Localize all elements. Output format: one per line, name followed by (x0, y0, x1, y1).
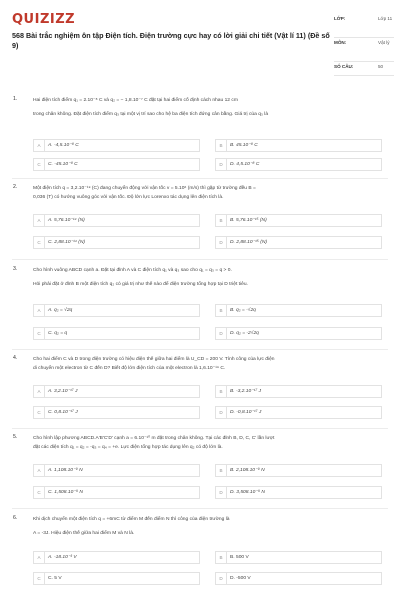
option-c[interactable] (33, 236, 200, 249)
option-d[interactable] (215, 572, 382, 585)
question-number: 1. (13, 96, 18, 102)
quizizz-logo: QUIZIZZ (12, 12, 76, 27)
option-b[interactable] (215, 385, 382, 398)
option-letter: D (216, 328, 227, 339)
question-line: Hai điện tích điểm q₁ = 2.10⁻⁸ C và q₂ = − 1,8.10⁻⁷ C đặt tại hai điểm cố định cách nhau 12 cm (33, 98, 238, 103)
option-letter: D (216, 407, 227, 418)
option-a[interactable] (33, 464, 200, 477)
option-text: B. 500 V (230, 555, 249, 560)
option-letter: D (216, 237, 227, 248)
divider (12, 428, 388, 429)
option-b[interactable] (215, 551, 382, 564)
question-line: 0,036 (T) có hướng vuông góc với vận tốc. Độ lớn lực Lorenxo tác dụng lên điện tích là. (33, 195, 224, 200)
option-text: C. q₂ = q (48, 331, 68, 336)
meta-value: Lớp 11 (378, 16, 393, 21)
question-line: A = -3J. Hiệu điện thế giữa hai điểm M và N là. (33, 531, 135, 536)
option-letter: B (216, 305, 227, 316)
option-a[interactable] (33, 304, 200, 317)
option-text: A. 1,108.10⁻⁹ N (48, 468, 83, 473)
option-text: D. 3,508.10⁻⁹ N (230, 490, 265, 495)
option-c[interactable] (33, 158, 200, 171)
option-letter: C (34, 407, 45, 418)
option-text: D. -500 V (230, 576, 251, 581)
option-text: A. 3,2.10⁻¹⁷ J (48, 389, 78, 394)
option-b[interactable] (215, 304, 382, 317)
divider (12, 259, 388, 260)
question-number: 4. (13, 355, 18, 361)
question-number: 5. (13, 434, 18, 440)
question-line: Hỏi phải đặt ở đỉnh B một điện tích q₂ có giá trị như thế nào để điện trường tổng hợp tại D triệt tiêu. (33, 282, 248, 287)
option-text: B. q₂ = -√2q (230, 308, 256, 313)
option-letter: A (34, 386, 45, 397)
option-d[interactable] (215, 236, 382, 249)
option-letter: C (34, 237, 45, 248)
option-c[interactable] (33, 486, 200, 499)
option-text: C. 5 V (48, 576, 62, 581)
option-text: C. 0,8.10⁻¹⁷ J (48, 410, 78, 415)
option-text: A. -18.10⁻³ V (48, 555, 77, 560)
option-text: D. 4,5.10⁻⁸ C (230, 162, 260, 167)
option-d[interactable] (215, 486, 382, 499)
option-text: C. 1,508.10⁻⁹ N (48, 490, 83, 495)
question-text (33, 355, 388, 373)
question-text (33, 515, 388, 538)
option-letter: A (34, 140, 45, 151)
option-d[interactable] (215, 327, 382, 340)
option-text: B. 5,76.10⁻¹⁵ (N) (230, 218, 267, 223)
question-number: 2. (13, 184, 18, 190)
option-letter: B (216, 465, 227, 476)
option-letter: C (34, 159, 45, 170)
question-line: Cho hình lập phương ABCD.A'B'C'D' cạnh a = 6.10⁻¹⁰ m đặt trong chân không. Tại các đỉnh B, D, C, C' lần lượt (33, 436, 275, 441)
option-d[interactable] (215, 406, 382, 419)
option-text: C. 2,88.10⁻¹⁴ (N) (48, 240, 86, 245)
question-text (33, 434, 388, 452)
meta-row-class (334, 14, 394, 38)
option-letter: B (216, 552, 227, 563)
option-c[interactable] (33, 406, 200, 419)
meta-row-subject (334, 38, 394, 62)
option-letter: C (34, 573, 45, 584)
meta-panel (334, 14, 394, 76)
option-letter: A (34, 465, 45, 476)
option-b[interactable] (215, 139, 382, 152)
option-text: C. -45.10⁻⁸ C (48, 162, 78, 167)
divider (12, 508, 388, 509)
option-letter: C (34, 487, 45, 498)
meta-value: Vật lý (378, 40, 390, 45)
option-b[interactable] (215, 214, 382, 227)
divider (12, 178, 388, 179)
divider (12, 349, 388, 350)
option-text: A. 5,76.10⁻¹⁴ (N) (48, 218, 85, 223)
option-letter: D (216, 487, 227, 498)
meta-label: MÔN: (334, 40, 347, 45)
option-text: D. 2,88.10⁻¹⁵ (N) (230, 240, 267, 245)
question-line: Một điện tích q = 3,2.10⁻¹⁹ (C) đang chuyển động với vận tốc v = 5.10⁶ (m/s) thì gặp từ trường đều B = (33, 186, 256, 191)
option-letter: B (216, 140, 227, 151)
question-line: di chuyển một electron từ C đến D? Biết độ lớn điện tích của một electron là 1,6.10⁻¹⁹ C. (33, 366, 226, 371)
option-letter: D (216, 573, 227, 584)
option-text: B. 2,108.10⁻⁹ N (230, 468, 265, 473)
option-a[interactable] (33, 139, 200, 152)
page-title: 568 Bài trắc nghiệm ôn tập Điện tích. Điện trường cực hay có lời giải chi tiết (Vật lí 11) (Đề số 9) (12, 31, 330, 50)
meta-value: 50 (378, 64, 384, 69)
option-text: D. q₂ = -2√2q (230, 331, 259, 336)
option-letter: A (34, 305, 45, 316)
question-line: Cho hình vuông ABCD cạnh a. Đặt tại đỉnh A và C điện tích q₁ và q₃ sao cho q₁ = q₃ = q > 0. (33, 268, 232, 273)
option-a[interactable] (33, 551, 200, 564)
option-text: B. -3,2.10⁻¹⁷ J (230, 389, 262, 394)
option-letter: C (34, 328, 45, 339)
option-text: B. 45.10⁻⁸ C (230, 143, 258, 148)
option-text: A. q₂ = √2q (48, 308, 73, 313)
question-line: đặt các điện tích q₁ = q₂ = -q₃ = q₄ = +e. Lực điện tổng hợp tác dụng lên q₂ có độ lớn là. (33, 445, 223, 450)
option-a[interactable] (33, 385, 200, 398)
option-a[interactable] (33, 214, 200, 227)
option-letter: D (216, 159, 227, 170)
question-text (33, 184, 388, 202)
question-line: Cho hai điểm C và D trong điện trường có hiệu điện thế giữa hai điểm là U_CD = 200 V. Tính công của lực điện (33, 357, 275, 362)
option-c[interactable] (33, 572, 200, 585)
meta-label: LỚP: (334, 16, 346, 21)
question-text (33, 96, 388, 119)
option-letter: A (34, 215, 45, 226)
option-letter: A (34, 552, 45, 563)
question-text (33, 266, 388, 289)
meta-label: SỐ CÂU: (334, 64, 354, 69)
meta-row-count (334, 62, 394, 76)
option-b[interactable] (215, 464, 382, 477)
question-line: trong chân không. Đặt điện tích điểm q₃ tại một vị trí sao cho hệ ba điện tích đứng cân bằng. Giá trị của q₃ là (33, 112, 269, 117)
option-c[interactable] (33, 327, 200, 340)
question-number: 6. (13, 515, 18, 521)
option-text: A. -4,5.10⁻⁸ C (48, 143, 79, 148)
question-line: Khi dịch chuyển một điện tích q = +6mC từ điểm M đến điểm N thì công của điện trường là (33, 517, 230, 522)
option-letter: B (216, 386, 227, 397)
question-number: 3. (13, 266, 18, 272)
option-text: D. -0,8.10⁻¹⁷ J (230, 410, 262, 415)
option-d[interactable] (215, 158, 382, 171)
option-letter: B (216, 215, 227, 226)
